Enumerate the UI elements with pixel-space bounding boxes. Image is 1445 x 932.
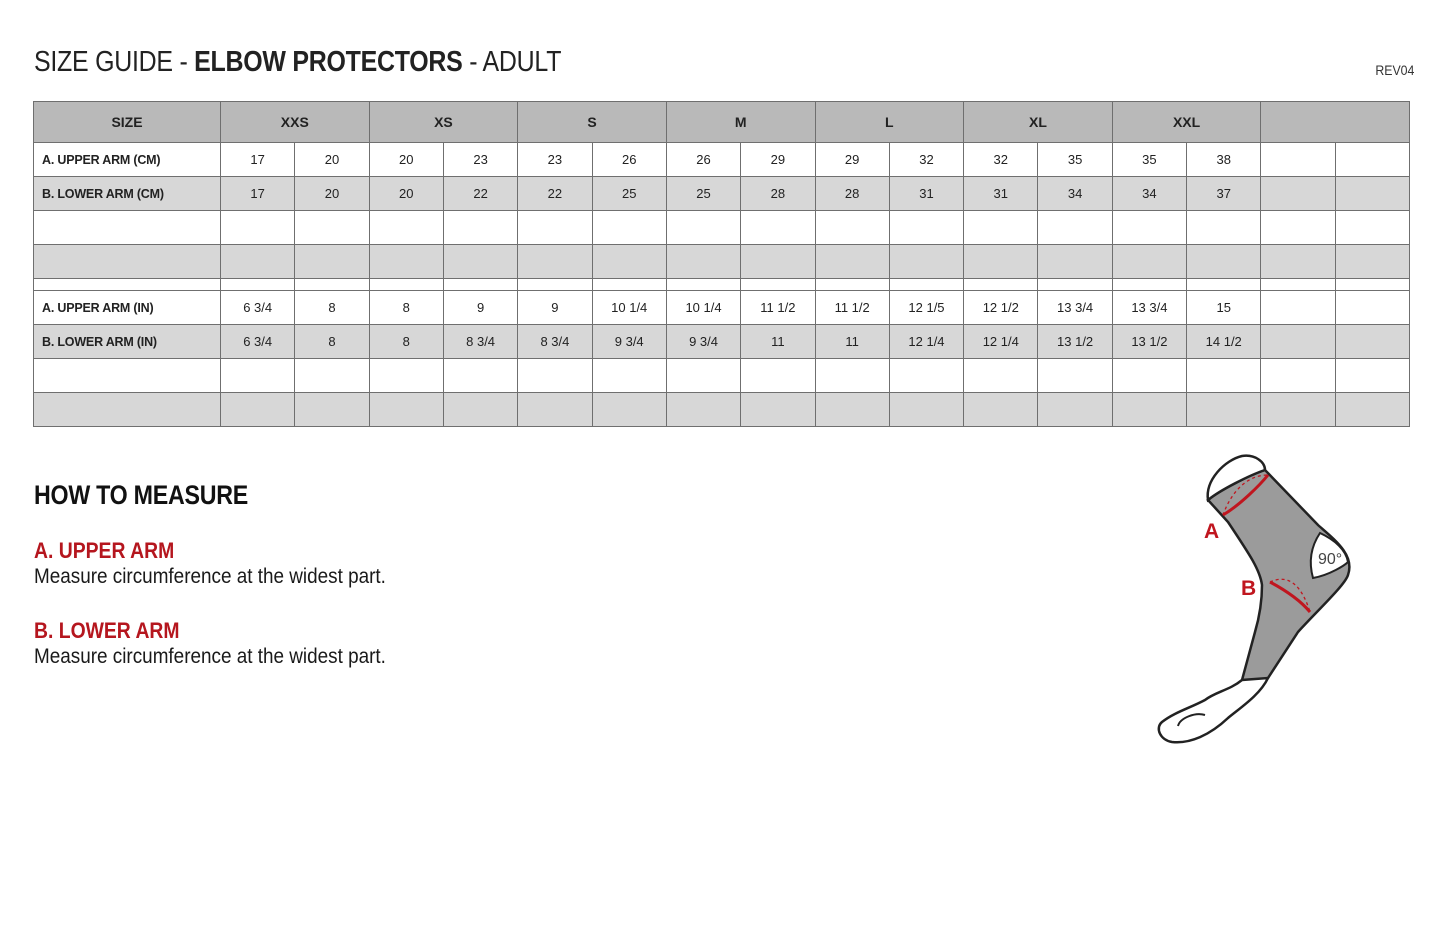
table-cell: 28	[815, 177, 889, 211]
table-cell	[1112, 245, 1186, 279]
table-cell	[1038, 393, 1112, 427]
spacer-cell	[964, 279, 1038, 291]
table-cell	[1335, 393, 1409, 427]
table-cell	[221, 359, 295, 393]
table-cell	[1335, 245, 1409, 279]
table-body	[34, 143, 1410, 427]
row-label: A. UPPER ARM (CM)	[34, 143, 221, 177]
table-cell	[443, 245, 517, 279]
table-cell	[1038, 211, 1112, 245]
table-cell: 6 3/4	[221, 325, 295, 359]
table-cell: 11	[741, 325, 815, 359]
table-cell	[1261, 325, 1335, 359]
table-cell	[443, 393, 517, 427]
size-xl: XL	[964, 102, 1113, 143]
title-suffix: - ADULT	[462, 46, 562, 78]
table-cell: 35	[1038, 143, 1112, 177]
table-cell	[518, 393, 592, 427]
size-xs: XS	[369, 102, 518, 143]
table-cell	[666, 393, 740, 427]
row-label: B. LOWER ARM (IN)	[34, 325, 221, 359]
table-cell: 20	[295, 177, 369, 211]
table-cell: 23	[518, 143, 592, 177]
table-cell	[1335, 177, 1409, 211]
row-label	[34, 359, 221, 393]
table-cell	[1335, 325, 1409, 359]
table-cell	[741, 393, 815, 427]
row-label: B. LOWER ARM (CM)	[34, 177, 221, 211]
table-cell	[592, 359, 666, 393]
table-row	[34, 291, 1410, 325]
size-m: M	[666, 102, 815, 143]
how-to-measure-heading: HOW TO MEASURE	[34, 480, 248, 510]
table-cell: 20	[369, 177, 443, 211]
spacer-cell	[295, 279, 369, 291]
table-cell	[741, 211, 815, 245]
table-cell	[964, 211, 1038, 245]
table-cell	[1261, 245, 1335, 279]
table-cell: 10 1/4	[592, 291, 666, 325]
table-cell	[1335, 291, 1409, 325]
spacer-cell	[592, 279, 666, 291]
table-cell	[1261, 291, 1335, 325]
lower-arm-description: Measure circumference at the widest part.	[34, 645, 386, 668]
table-cell	[666, 245, 740, 279]
table-cell	[1261, 393, 1335, 427]
table-cell	[1112, 393, 1186, 427]
table-cell	[295, 211, 369, 245]
table-cell	[1261, 143, 1335, 177]
table-cell	[741, 245, 815, 279]
table-cell: 35	[1112, 143, 1186, 177]
table-cell	[889, 359, 963, 393]
table-cell: 32	[889, 143, 963, 177]
marker-a: A	[1204, 520, 1220, 543]
table-cell	[889, 393, 963, 427]
table-cell: 22	[443, 177, 517, 211]
table-cell	[1038, 245, 1112, 279]
table-cell: 31	[889, 177, 963, 211]
table-spacer-row	[34, 279, 1410, 291]
size-header-row	[34, 102, 1410, 143]
title-prefix: SIZE GUIDE -	[34, 46, 195, 78]
table-cell: 12 1/2	[964, 291, 1038, 325]
table-row	[34, 245, 1410, 279]
table-cell: 26	[666, 143, 740, 177]
table-cell	[964, 393, 1038, 427]
spacer-cell	[666, 279, 740, 291]
row-label: A. UPPER ARM (IN)	[34, 291, 221, 325]
spacer-cell	[1335, 279, 1409, 291]
table-cell	[518, 359, 592, 393]
table-cell: 8 3/4	[443, 325, 517, 359]
table-cell: 13 3/4	[1038, 291, 1112, 325]
table-cell	[815, 359, 889, 393]
title-product: ELBOW PROTECTORS	[194, 46, 463, 78]
table-cell	[592, 211, 666, 245]
row-label	[34, 393, 221, 427]
spacer-cell	[369, 279, 443, 291]
table-cell	[1187, 245, 1261, 279]
spacer-cell	[1112, 279, 1186, 291]
table-cell	[592, 245, 666, 279]
spacer-cell	[815, 279, 889, 291]
table-cell: 20	[369, 143, 443, 177]
table-cell: 14 1/2	[1187, 325, 1261, 359]
table-cell	[1335, 211, 1409, 245]
table-cell: 17	[221, 177, 295, 211]
size-header-label: SIZE	[34, 102, 221, 143]
table-cell: 22	[518, 177, 592, 211]
table-cell: 34	[1038, 177, 1112, 211]
size-xxl: XXL	[1112, 102, 1261, 143]
table-cell	[295, 359, 369, 393]
spacer-cell	[1038, 279, 1112, 291]
table-cell	[815, 211, 889, 245]
table-cell: 29	[815, 143, 889, 177]
table-cell: 15	[1187, 291, 1261, 325]
table-cell	[443, 359, 517, 393]
spacer-cell	[741, 279, 815, 291]
table-cell: 9	[518, 291, 592, 325]
table-cell	[889, 245, 963, 279]
table-cell: 29	[741, 143, 815, 177]
table-cell	[369, 211, 443, 245]
table-cell	[666, 211, 740, 245]
row-label	[34, 211, 221, 245]
upper-arm-description: Measure circumference at the widest part.	[34, 565, 386, 588]
table-cell: 11 1/2	[815, 291, 889, 325]
marker-b: B	[1241, 577, 1257, 600]
table-cell: 6 3/4	[221, 291, 295, 325]
table-cell: 26	[592, 143, 666, 177]
table-cell	[443, 211, 517, 245]
table-cell	[221, 211, 295, 245]
table-cell	[1335, 143, 1409, 177]
spacer-cell	[221, 279, 295, 291]
table-cell: 8	[295, 291, 369, 325]
page-title	[34, 46, 561, 79]
table-cell: 34	[1112, 177, 1186, 211]
hand-shape	[1159, 678, 1268, 742]
table-cell: 8	[369, 325, 443, 359]
table-cell	[369, 359, 443, 393]
table-cell: 20	[295, 143, 369, 177]
table-row	[34, 325, 1410, 359]
table-row	[34, 177, 1410, 211]
size-table	[33, 101, 1410, 427]
spacer-cell	[34, 279, 221, 291]
table-cell: 23	[443, 143, 517, 177]
revision-code: REV04	[1374, 62, 1414, 78]
table-cell: 11	[815, 325, 889, 359]
arm-measure-diagram	[1150, 450, 1360, 750]
table-row	[34, 393, 1410, 427]
table-cell	[815, 245, 889, 279]
table-cell: 9 3/4	[666, 325, 740, 359]
size-xxs: XXS	[221, 102, 370, 143]
spacer-cell	[889, 279, 963, 291]
table-cell	[889, 211, 963, 245]
table-cell	[1112, 211, 1186, 245]
table-cell	[964, 359, 1038, 393]
size-l: L	[815, 102, 964, 143]
table-cell	[1261, 211, 1335, 245]
table-cell: 17	[221, 143, 295, 177]
table-cell: 8	[295, 325, 369, 359]
table-cell: 25	[592, 177, 666, 211]
table-row	[34, 211, 1410, 245]
table-cell: 12 1/4	[889, 325, 963, 359]
table-cell: 8 3/4	[518, 325, 592, 359]
spacer-cell	[1261, 279, 1335, 291]
spacer-cell	[1187, 279, 1261, 291]
table-cell	[1112, 359, 1186, 393]
table-cell	[1187, 393, 1261, 427]
table-cell: 13 1/2	[1038, 325, 1112, 359]
table-cell	[1261, 177, 1335, 211]
table-cell: 11 1/2	[741, 291, 815, 325]
table-cell	[741, 359, 815, 393]
table-cell	[369, 393, 443, 427]
table-cell: 8	[369, 291, 443, 325]
table-cell: 38	[1187, 143, 1261, 177]
table-cell: 9 3/4	[592, 325, 666, 359]
size-blank	[1261, 102, 1410, 143]
table-cell	[592, 393, 666, 427]
upper-arm-title: A. UPPER ARM	[34, 538, 175, 563]
table-cell: 13 1/2	[1112, 325, 1186, 359]
table-cell	[518, 245, 592, 279]
table-cell: 31	[964, 177, 1038, 211]
table-cell	[1187, 359, 1261, 393]
table-cell: 12 1/5	[889, 291, 963, 325]
table-cell	[1038, 359, 1112, 393]
lower-arm-title: B. LOWER ARM	[34, 618, 180, 643]
table-cell: 37	[1187, 177, 1261, 211]
table-cell	[221, 393, 295, 427]
angle-label: 90°	[1318, 551, 1343, 568]
table-cell	[1187, 211, 1261, 245]
table-cell: 28	[741, 177, 815, 211]
spacer-cell	[443, 279, 517, 291]
table-cell	[666, 359, 740, 393]
table-cell	[815, 393, 889, 427]
table-cell	[295, 393, 369, 427]
table-cell	[295, 245, 369, 279]
table-cell: 32	[964, 143, 1038, 177]
table-cell	[1261, 359, 1335, 393]
table-cell: 13 3/4	[1112, 291, 1186, 325]
size-s: S	[518, 102, 667, 143]
table-cell	[1335, 359, 1409, 393]
table-cell: 12 1/4	[964, 325, 1038, 359]
table-cell	[518, 211, 592, 245]
table-cell: 9	[443, 291, 517, 325]
table-cell	[964, 245, 1038, 279]
table-cell: 25	[666, 177, 740, 211]
spacer-cell	[518, 279, 592, 291]
table-cell	[369, 245, 443, 279]
table-cell	[221, 245, 295, 279]
row-label	[34, 245, 221, 279]
table-row	[34, 359, 1410, 393]
table-cell: 10 1/4	[666, 291, 740, 325]
table-row	[34, 143, 1410, 177]
